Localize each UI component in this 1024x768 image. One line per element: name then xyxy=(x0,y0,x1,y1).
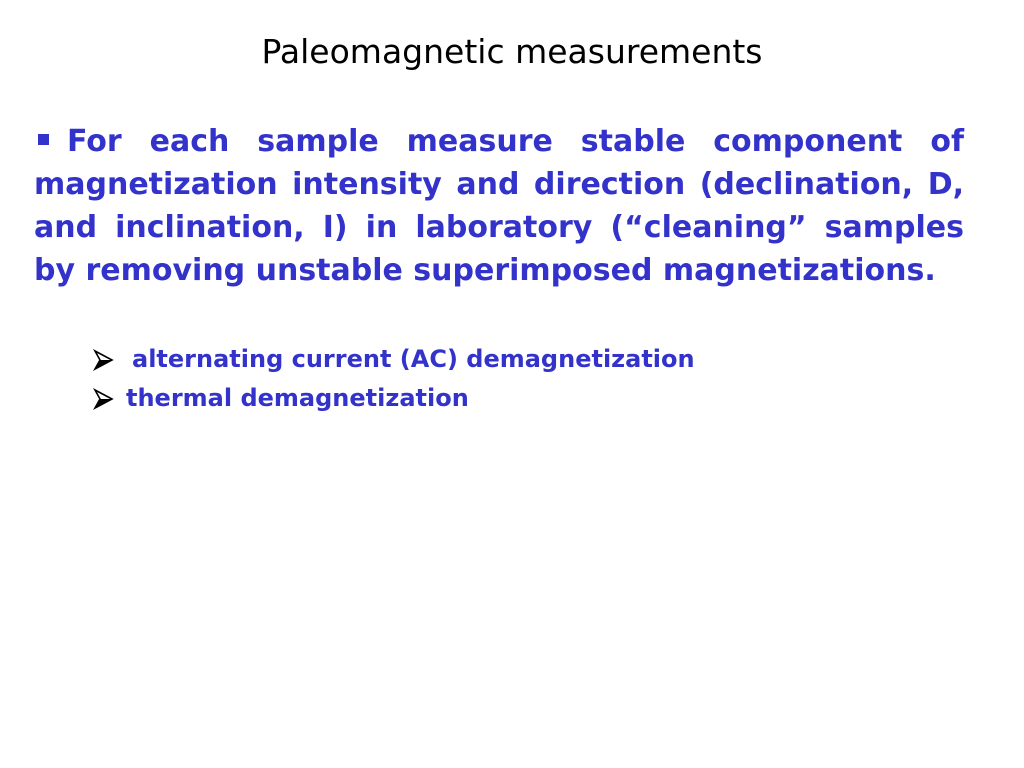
sub-bullet-text: alternating current (AC) demagnetization xyxy=(132,345,695,373)
sub-bullet-list xyxy=(92,340,972,418)
main-bullet-item xyxy=(34,120,964,292)
slide-title: Paleomagnetic measurements xyxy=(261,32,763,71)
sub-bullet-item xyxy=(92,340,972,379)
arrowhead-bullet-icon xyxy=(92,388,114,410)
square-bullet-icon xyxy=(38,134,49,145)
main-bullet-text: For each sample measure stable component of magnetization intensity and direction (declination, D, and inclination, I) in laboratory (“cleaning” samples by removing unstable superimposed magnetizations. xyxy=(34,124,964,288)
sub-bullet-text: thermal demagnetization xyxy=(126,384,469,412)
sub-bullet-item xyxy=(92,379,972,418)
arrowhead-bullet-icon xyxy=(92,349,114,371)
